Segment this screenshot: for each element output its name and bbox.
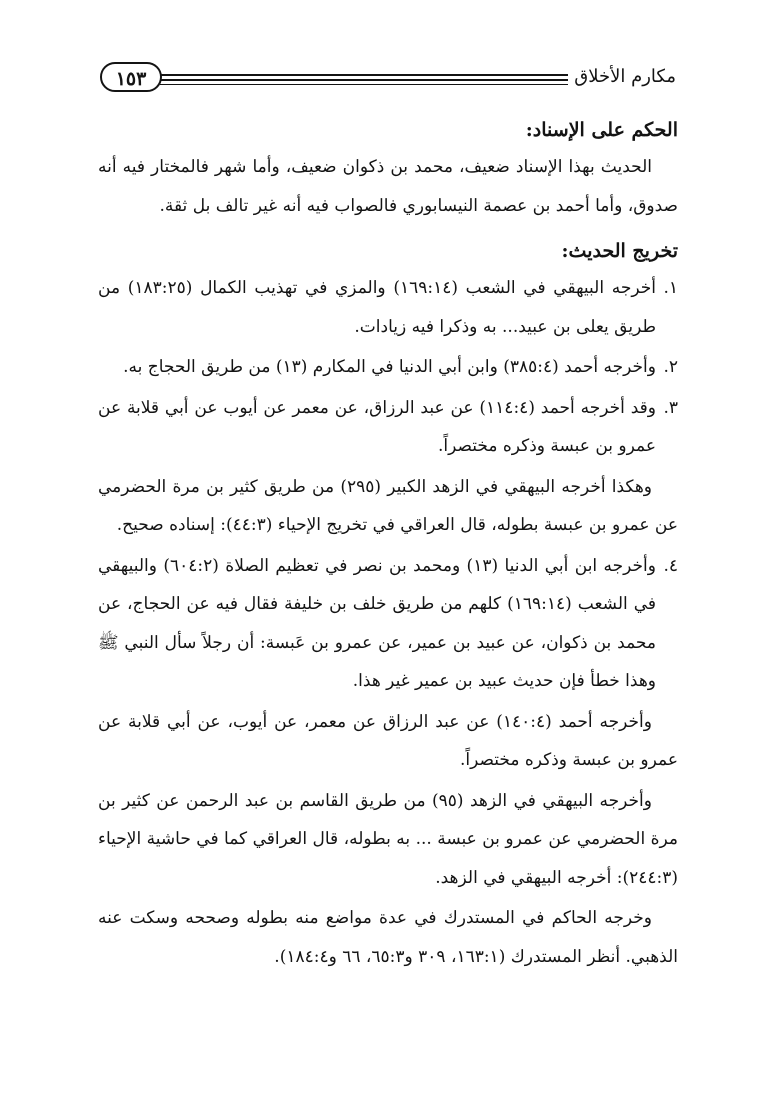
paragraph: وخرجه الحاكم في المستدرك في عدة مواضع منه بطوله وصححه وسكت عنه الذهبي. أنظر المستدرك (١٦٣:١، ٣٠٩ و٦٥:٣، ٦٦ و١٨٤:٤). bbox=[98, 908, 678, 967]
item-number: ٢. bbox=[663, 357, 678, 377]
item-number: ٤. bbox=[663, 555, 678, 576]
page-body bbox=[98, 112, 678, 978]
isnad-paragraph: الحديث بهذا الإسناد ضعيف، محمد بن ذكوان ضعيف، وأما شهر فالمختار فيه أنه صدوق، وأما أحمد بن عصمة النيسابوري فالصواب فيه أنه غير تالف بل ثقة. bbox=[98, 157, 678, 216]
list-item bbox=[98, 547, 678, 701]
item-text: وقد أخرجه أحمد (١١٤:٤) عن عبد الرزاق، عن معمر عن أيوب عن أبي قلابة عن عمرو بن عبسة وذكره مختصراً. bbox=[98, 397, 656, 456]
takhrij-heading: تخريج الحديث: bbox=[561, 240, 678, 262]
item-text: وأخرجه أحمد (٣٨٥:٤) وابن أبي الدنيا في المكارم (١٣) من طريق الحجاج به. bbox=[123, 357, 656, 377]
header-rule bbox=[160, 74, 568, 76]
item-number: ٣. bbox=[663, 397, 678, 418]
header-rule bbox=[160, 79, 568, 81]
paragraph: وأخرجه البيهقي في الزهد (٩٥) من طريق القاسم بن عبد الرحمن عن كثير بن مرة الحضرمي عن عمرو بن عبسة ... به بطوله، قال العراقي كما في حاشية الإحياء (٢٤٤:٣): أخرجه البيهقي في الزهد. bbox=[98, 790, 678, 888]
list-item bbox=[98, 348, 678, 387]
header-rule bbox=[160, 84, 568, 85]
isnad-heading: الحكم على الإسناد: bbox=[525, 119, 678, 141]
item-number: ١. bbox=[663, 278, 678, 298]
list-item bbox=[98, 389, 678, 466]
paragraph: وهكذا أخرجه البيهقي في الزهد الكبير (٢٩٥) من طريق كثير بن مرة الحضرمي عن عمرو بن عبسة بطوله، قال العراقي في تخريج الإحياء (٤٤:٣): إسناده صحيح. bbox=[98, 476, 678, 535]
running-header bbox=[100, 62, 676, 98]
item-text: وأخرجه ابن أبي الدنيا (١٣) ومحمد بن نصر في تعظيم الصلاة (٦٠٤:٢) والبيهقي في الشعب (١٦٩:١٤) كلهم من طريق خلف بن خليفة فقال فيه عن الحجاج، عن محمد بن ذكوان، عن عبيد بن عمير، عن عمرو بن عَبسة: أن رجلاً سأل النبي ﷺ وهذا خطأ فإن حديث عبيد بن عمير غير هذا. bbox=[98, 555, 656, 691]
list-item bbox=[98, 269, 678, 346]
book-title: مكارم الأخلاق bbox=[574, 66, 676, 87]
page-number: ١٥٣ bbox=[100, 62, 162, 92]
item-text: أخرجه البيهقي في الشعب (١٦٩:١٤) والمزي في تهذيب الكمال (١٨٣:٢٥) من طريق يعلى بن عبيد... به وذكرا فيه زيادات. bbox=[98, 278, 656, 337]
paragraph: وأخرجه أحمد (١٤٠:٤) عن عبد الرزاق عن معمر، عن أيوب، عن أبي قلابة عن عمرو بن عبسة وذكره مختصراً. bbox=[98, 711, 678, 770]
